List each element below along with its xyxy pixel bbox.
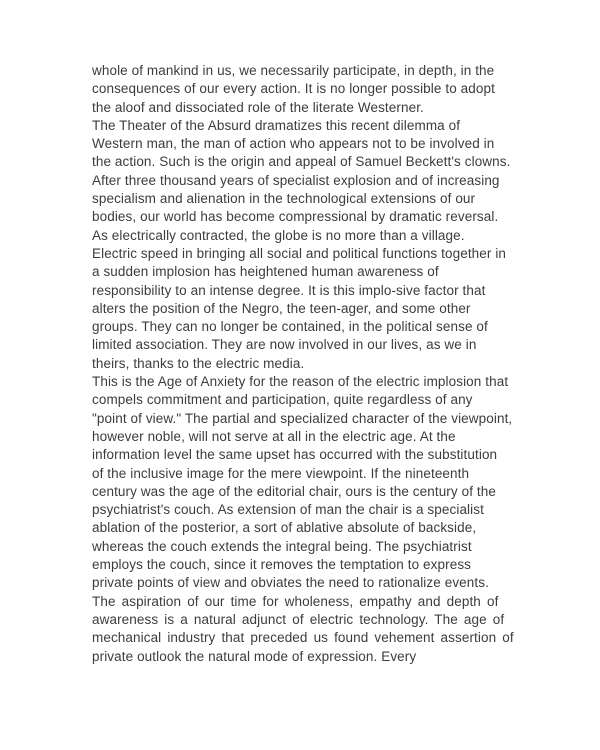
text-line: "point of view." The partial and specialized character of the viewpoint,	[92, 410, 513, 426]
text-line: bodies, our world has become compressional by dramatic reversal.	[92, 209, 499, 225]
text-line: a sudden implosion has heightened human awareness of	[92, 264, 439, 280]
text-line: psychiatrist's couch. As extension of man the chair is a specialist	[92, 502, 484, 518]
text-line: the action. Such is the origin and appeal of Samuel Beckett's clowns.	[92, 154, 511, 170]
text-line: responsibility to an intense degree. It is this implo-sive factor that	[92, 282, 486, 298]
text-line: information level the same upset has occurred with the substitution	[92, 447, 498, 463]
paragraph	[92, 593, 516, 666]
text-line: This is the Age of Anxiety for the reason of the electric implosion that	[92, 374, 509, 390]
paragraph	[92, 117, 516, 373]
text-line: employs the couch, since it removes the temptation to express	[92, 557, 472, 573]
text-line: As electrically contracted, the globe is no more than a village.	[92, 227, 465, 243]
text-line: limited association. They are now involved in our lives, as we in	[92, 337, 477, 353]
text-line: whereas the couch extends the integral being. The psychiatrist	[92, 538, 472, 554]
text-line: of the inclusive image for the mere viewpoint. If the nineteenth	[92, 465, 470, 481]
text-line: awareness is a natural adjunct of electric technology. The age of	[92, 611, 505, 627]
text-line: compels commitment and participation, quite regardless of any	[92, 392, 473, 408]
text-line: ablation of the posterior, a sort of ablative absolute of backside,	[92, 520, 477, 536]
text-line: the aloof and dissociated role of the literate Westerner.	[92, 99, 424, 115]
text-line: The aspiration of our time for wholeness, empathy and depth of	[92, 593, 499, 609]
text-line: alters the position of the Negro, the teen-ager, and some other	[92, 300, 471, 316]
text-line: private points of view and obviates the need to rationalize events.	[92, 575, 489, 591]
text-line: century was the age of the editorial chair, ours is the century of the	[92, 483, 496, 499]
paragraph	[92, 62, 516, 117]
text-line: groups. They can no longer be contained, in the political sense of	[92, 319, 488, 335]
text-line: consequences of our every action. It is no longer possible to adopt	[92, 81, 495, 97]
text-line: private outlook the natural mode of expression. Every	[92, 648, 417, 664]
text-line: The Theater of the Absurd dramatizes this recent dilemma of	[92, 117, 461, 133]
text-line: however noble, will not serve at all in the electric age. At the	[92, 428, 456, 444]
text-line: specialism and alienation in the technological extensions of our	[92, 191, 476, 207]
text-line: Western man, the man of action who appears not to be involved in	[92, 136, 495, 152]
paragraph	[92, 373, 516, 593]
text-block	[92, 62, 516, 666]
text-line: Electric speed in bringing all social and political functions together in	[92, 245, 507, 261]
text-line: mechanical industry that preceded us found vehement assertion of	[92, 630, 514, 646]
text-line: theirs, thanks to the electric media.	[92, 355, 305, 371]
text-line: After three thousand years of specialist explosion and of increasing	[92, 172, 500, 188]
text-line: whole of mankind in us, we necessarily participate, in depth, in the	[92, 63, 495, 78]
